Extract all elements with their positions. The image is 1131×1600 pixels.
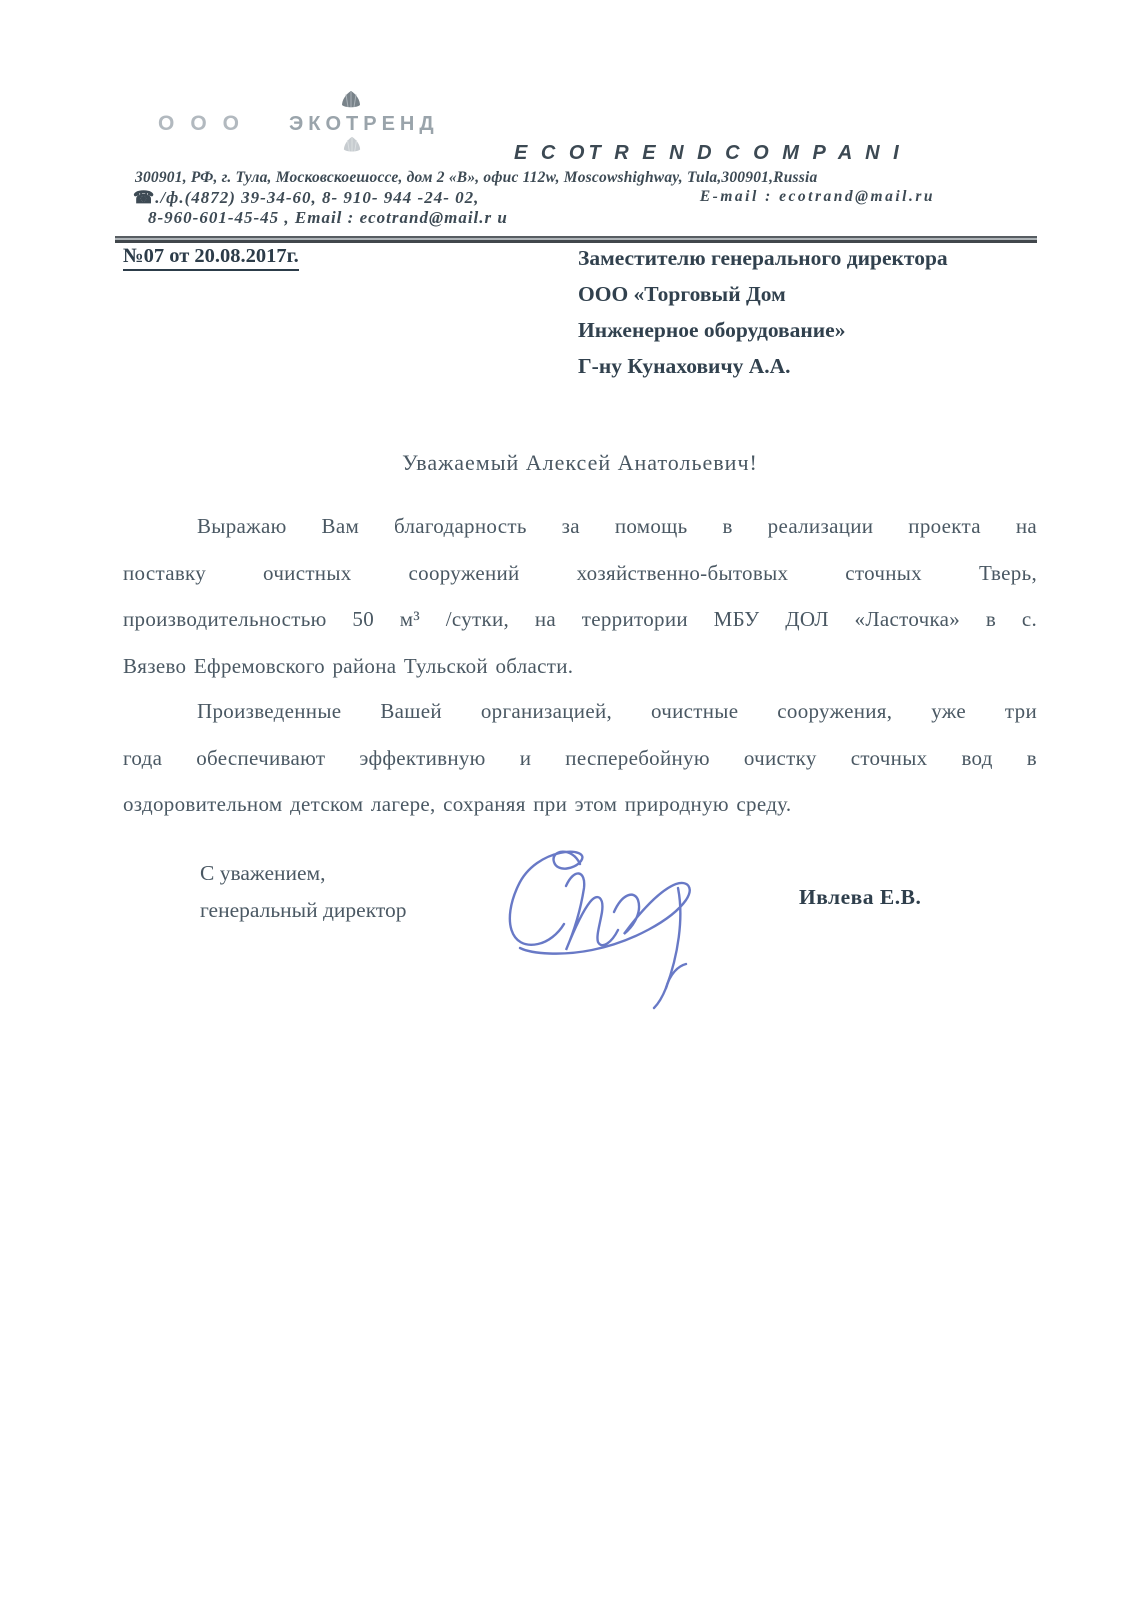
company-name: E C OT R E N D C O M P A N I (514, 142, 903, 164)
shell-icon (340, 136, 366, 156)
body-paragraph-2 (123, 688, 1037, 828)
text-line: ООО «Торговый Дом (578, 282, 786, 306)
email-address: E-mail : ecotrand@mail.ru (699, 188, 935, 205)
logo-ooo-text: ООО (158, 112, 256, 135)
shell-icon (338, 90, 364, 110)
phone-icon: ☎ (133, 188, 156, 207)
handwritten-signature (462, 838, 732, 1010)
text-line: Заместителю генерального директора (578, 246, 948, 270)
text-line: Вязево Ефремовского района Тульской области. (123, 653, 574, 678)
contacts-row (133, 188, 1035, 208)
header-divider (115, 236, 1037, 243)
text-line: генеральный директор (200, 898, 407, 922)
phone-line-2: 8-960-601-45-45 , Email : ecotrand@mail.r u (148, 208, 508, 227)
salutation: Уважаемый Алексей Анатольевич! (402, 450, 758, 475)
company-address: 300901, РФ, г. Тула, Московскоешоссе, дом 2 «В», офис 112w, Moscowshighway, Tula,300901,Russia (135, 169, 818, 186)
company-logo (158, 112, 439, 152)
text-line: поставку очистных сооружений хозяйственно-бытовых сточных Тверь, (123, 560, 1037, 585)
text-line: Г-ну Кунаховичу А.А. (578, 354, 791, 378)
phone-line-1: ./ф.(4872) 39-34-60, 8- 910- 944 -24- 02, (155, 188, 480, 207)
text-line: С уважением, (200, 861, 326, 885)
body-paragraph-1 (123, 503, 1037, 689)
logo-brand-text: ЭКОТРЕНД (289, 113, 439, 135)
text-line: Инженерное оборудование» (578, 318, 846, 342)
phone-numbers (133, 188, 479, 208)
recipient-block (578, 244, 1038, 388)
text-line: Выражаю Вам благодарность за помощь в реализации проекта на (197, 514, 1037, 538)
text-line: производительностью 50 м³ /сутки, на территории МБУ ДОЛ «Ласточка» в с. (123, 607, 1037, 631)
text-line: года обеспечивают эффективную и песперебойную очистку сточных вод в (123, 745, 1037, 770)
text-line: Произведенные Вашей организацией, очистные сооружения, уже три (197, 699, 1037, 723)
text-line: оздоровительном детском лагере, сохраняя при этом природную среду. (123, 792, 792, 816)
reference-number-date: №07 от 20.08.2017г. (123, 245, 299, 271)
signatory-name: Ивлева Е.В. (799, 885, 922, 909)
closing-block (200, 855, 407, 929)
